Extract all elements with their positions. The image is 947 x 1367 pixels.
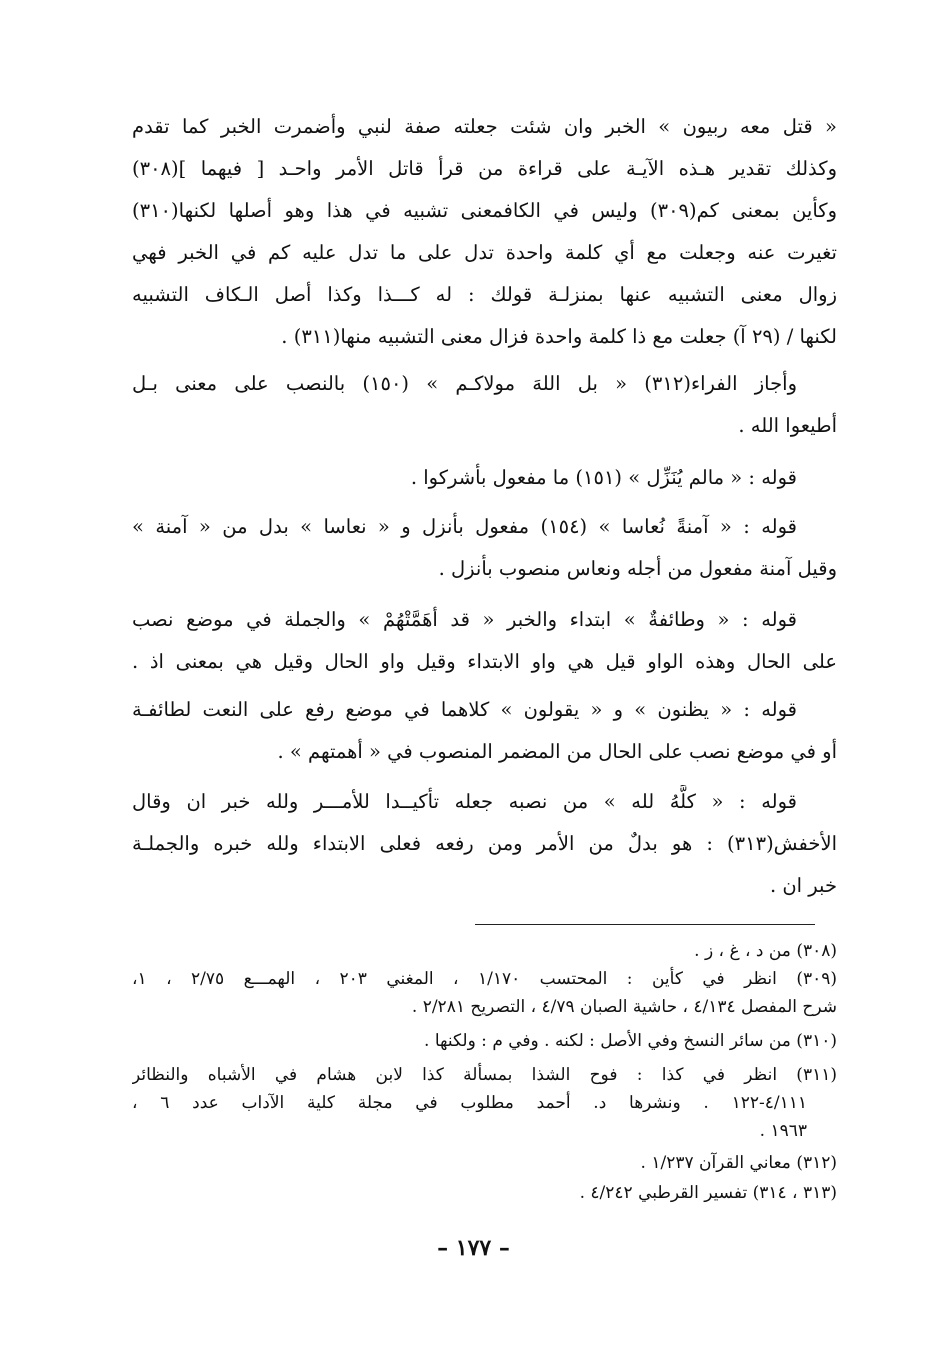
body-line: قوله : « مالم يُنَزِّل » (١٥١) ما مفعول بأشركوا . [410,466,797,489]
footnote-line: (٣١٣ ، ٣١٤) تفسير القرطبي ٤/٢٤٢ . [579,1183,837,1203]
body-line: أو في موضع نصب على الحال من المضمر المنصوب في « أهمتهم » . [277,740,837,763]
footnote-line: (٣٠٨) من د ، غ ، ز . [694,941,837,961]
footnote-separator [475,924,815,925]
footnote-line: ١٩٦٣ . [759,1121,807,1141]
footnote-line: ٤/١١١-١٢٢ . ونشرها د. أحمد مطلوب في مجلة كلية الآداب عدد ٦ ، [132,1093,807,1113]
footnote-line: (٣١٠) من سائر النسخ وفي الأصل : لكنه . وفي م : ولكنها . [424,1031,837,1051]
body-line: « قتل معه ربيون » الخبر وان شئت جعلته صفة لنبي وأضمرت الخبر كما تقدم [132,115,837,138]
body-line: الأخفش(٣١٣) : هو بدلٌ من الأمر ومن رفعه فعلى الابتداء ولله خبره والجملـة [132,832,837,855]
body-line: لكنها / (٢٩ آ) جعلت مع ذا كلمة واحدة فزال معنى التشبيه منها(٣١١) . [281,325,837,348]
body-line: وأجاز الفراء(٣١٢) « بل اللهَ مولاكـم » (١٥٠) بالنصب على معنى بـل [132,372,797,395]
body-line: قوله : « وطائفةٌ » ابتداء والخبر « قد أهَمَّتْهُمْ » والجملة في موضع نصب [132,608,797,631]
body-line: خبر ان . [769,874,837,897]
body-line: وكأين بمعنى كم(٣٠٩) وليس في الكافمعنى تشبيه في هذا وهو أصلها لكنها(٣١٠) [132,199,837,222]
body-line: على الحال وهذه الواو قيل هي واو الابتداء وقيل واو الحال وقيل هي بمعنى اذ . [132,650,837,673]
footnote-line: (٣١١) انظر في كذا : فوح الشذا بمسألة كذا لابن هشام في الأشباه والنظائر [132,1065,837,1085]
page-number: – ١٧٧ – [437,1235,510,1261]
body-line: زوال معنى التشبيه عنها بمنزلـة قولك : له كـــذا وكذا أصل الـكاف التشبيه [132,283,837,306]
body-line: قوله : « آمنةً نُعاسا » (١٥٤) مفعول بأنزل و « نعاسا » بدل من « آمنة » [132,515,797,538]
body-line: قوله : « يظنون » و « يقولون » كلاهما في موضع رفع على النعت لطائفـة [132,698,797,721]
footnote-line: شرح المفصل ٤/١٣٤ ، حاشية الصبان ٤/٧٩ ، التصريح ٢/٢٨١ . [411,997,837,1017]
body-line: وكذلك تقدير هـذه الآيـة على قراءة من قرأ قاتل الأمر واحـد [ فيهما ](٣٠٨) [132,157,837,180]
footnote-line: (٣١٢) معاني القرآن ١/٢٣٧ . [640,1153,837,1173]
body-line: أطيعوا الله . [738,414,837,437]
body-line: قوله : « كلَّهُ لله » من نصبه جعله تأكيــدا للأمـــر ولله خبر ان وقال [132,790,797,813]
footnote-line: (٣٠٩) انظر في كأين : المحتسب ١/١٧٠ ، المغني ٢٠٣ ، الهمـــع ٢/٧٥ ، ١، [132,969,837,989]
body-line: وقيل آمنة مفعول من أجله ونعاس منصوب بأنزل . [438,557,837,580]
body-line: تغيرت عنه وجعلت مع أي كلمة واحدة تدل على ما تدل عليه كم في الخبر فهي [132,241,837,264]
